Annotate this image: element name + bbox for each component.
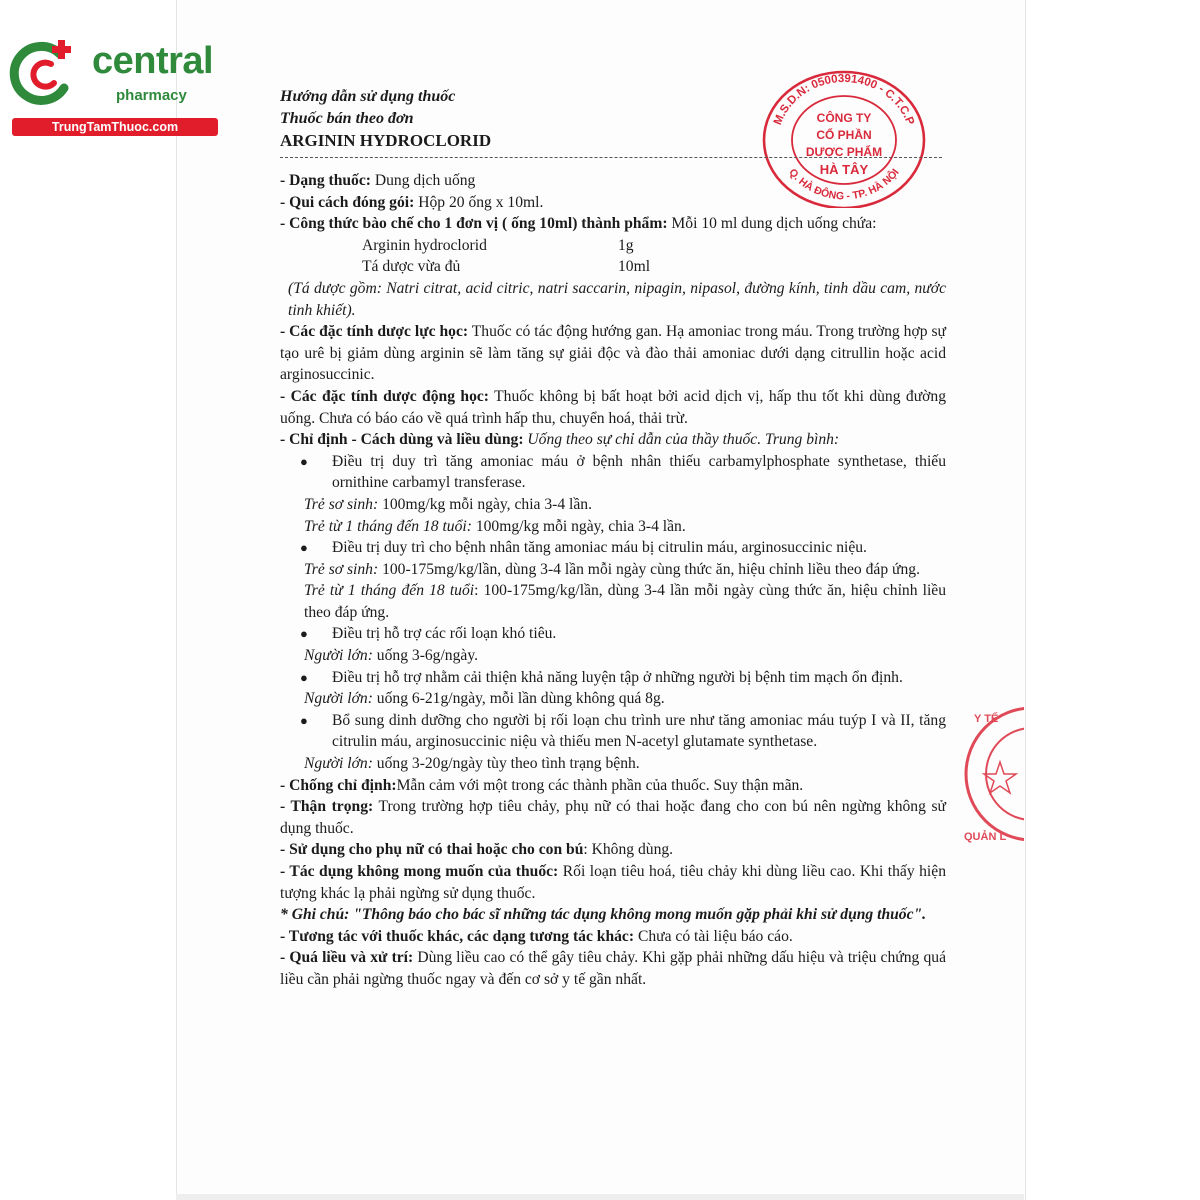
- svg-text:QUẢN L: QUẢN L: [964, 831, 1007, 843]
- dose-line: Người lớn: uống 3-6g/ngày.: [304, 647, 479, 665]
- dose-line: Người lớn: uống 6-21g/ngày, mỗi lần dùng không quá 8g.: [304, 690, 665, 708]
- section-pack: - Qui cách đóng gói: Hộp 20 ống x 10ml.: [280, 193, 544, 211]
- bullet-icon: ●: [300, 453, 308, 469]
- pharmacy-c-cross-icon: [8, 36, 80, 108]
- header-line-guide: Hướng dẫn sử dụng thuốc: [280, 88, 456, 105]
- bullet-icon: ●: [300, 540, 308, 556]
- section-interactions: - Tương tác với thuốc khác, các dạng tương tác khác: Chưa có tài liệu báo cáo.: [280, 927, 793, 945]
- svg-text:Y TẾ: Y TẾ: [974, 713, 999, 725]
- excipients-note: (Tá dược gồm: Natri citrat, acid citric, natri saccarin, nipagin, nipasol, đường kính, tinh dầu cam, nước tinh khiết).: [288, 279, 946, 319]
- indication-bullet: ● Điều trị duy trì tăng amoniac máu ở bệnh nhân thiếu carbamylphosphate synthetase, thiếu ornithine carbamyl transferase.: [280, 451, 946, 494]
- dose-line: Người lớn: uống 3-20g/ngày tùy theo tình trạng bệnh.: [304, 755, 640, 773]
- logo-name: central: [92, 40, 214, 82]
- drug-title: ARGININ HYDROCLORID: [280, 131, 492, 150]
- svg-text:Q. HÀ ĐÔNG - TP. HÀ NỘI: Q. HÀ ĐÔNG - TP. HÀ NỘI: [786, 166, 902, 203]
- section-pharmacodynamics: - Các đặc tính dược lực học: Thuốc có tác động hướng gan. Hạ amoniac trong máu. Trong trường hợp sự tạo urê bị giảm dùng arginin sẽ làm tăng sự giải độc và đào thải amoniac dưới dạng citrullin hoặc acid arginosuccinic.: [280, 323, 946, 384]
- svg-text:CÔNG TY: CÔNG TY: [816, 111, 872, 125]
- bullet-icon: ●: [300, 712, 308, 728]
- dose-line: Trẻ từ 1 tháng đến 18 tuổi: 100-175mg/kg/lần, dùng 3-4 lần mỗi ngày cùng thức ăn, hiệu chỉnh liều theo đáp ứng.: [304, 582, 947, 621]
- logo-website-bar: TrungTamThuoc.com: [12, 118, 218, 136]
- dose-line: Trẻ sơ sinh: 100mg/kg mỗi ngày, chia 3-4 lần.: [304, 495, 592, 513]
- svg-text:M.S.D.N: 0500391400 - C.T.C.P: M.S.D.N: 0500391400 - C.T.C.P: [771, 72, 917, 127]
- indication-bullet: ● Điều trị hỗ trợ các rối loạn khó tiêu.: [280, 623, 946, 645]
- indication-bullet: ● Điều trị hỗ trợ nhằm cải thiện khả năng luyện tập ở những người bị bệnh tim mạch ổn định.: [280, 667, 946, 689]
- indication-bullet: ● Điều trị duy trì cho bệnh nhân tăng amoniac máu bị citrulin máu, arginosuccinic niệu.: [280, 537, 946, 559]
- header-line-prescription: Thuốc bán theo đơn: [280, 110, 414, 127]
- section-pregnancy: - Sử dụng cho phụ nữ có thai hoặc cho con bú: Không dùng.: [280, 841, 674, 859]
- section-contraindications: - Chống chỉ định:Mẫn cảm với một trong các thành phần của thuốc. Suy thận mãn.: [280, 776, 804, 794]
- section-pharmacokinetics: - Các đặc tính dược động học: Thuốc không bị bất hoạt bởi acid dịch vị, hấp thu tốt khi dùng đường uống. Chưa có báo cáo về quá trình hấp thu, chuyển hoá, thải trừ.: [280, 387, 947, 427]
- section-precautions: - Thận trọng: Trong trường hợp tiêu chảy, phụ nữ có thai hoặc đang cho con bú nên ngừng không sử dụng thuốc.: [280, 798, 946, 837]
- indication-bullet: ● Bổ sung dinh dưỡng cho người bị rối loạn chu trình ure như tăng amoniac máu tuýp I và II, tăng citrulin máu, arginosuccinic niệu và thiếu men N-acetyl glutamate synthetase.: [280, 710, 946, 753]
- section-form: - Dạng thuốc: Dung dịch uống: [280, 172, 476, 189]
- bullet-icon: ●: [300, 626, 308, 642]
- section-overdose: - Quá liều và xử trí: Dùng liều cao có thể gây tiêu chảy. Khi gặp phải những dấu hiệu và triệu chứng quá liều cần phải ngừng thuốc ngay và đến cơ sở y tế gần nhất.: [280, 949, 946, 988]
- logo-subtitle: pharmacy: [116, 87, 187, 104]
- bullet-icon: ●: [300, 669, 308, 685]
- section-formula: - Công thức bào chế cho 1 đơn vị ( ống 10ml) thành phẩm: Mỗi 10 ml dung dịch uống chứa:: [280, 215, 877, 233]
- svg-text:CỔ PHẦN: CỔ PHẦN: [816, 128, 872, 142]
- section-note: * Ghi chú: "Thông báo cho bác sĩ những tác dụng không mong muốn gặp phải khi sử dụng thuốc".: [280, 906, 927, 924]
- section-adverse-effects: - Tác dụng không mong muốn của thuốc: Rối loạn tiêu hoá, tiêu chảy khi dùng liều cao. Khi thấy hiện tượng khác lạ phải ngừng sử dụng thuốc.: [280, 863, 946, 902]
- ministry-stamp: [960, 700, 1024, 848]
- central-pharmacy-logo: [8, 36, 218, 146]
- document-body: [280, 170, 946, 991]
- svg-text:DƯỢC PHẨM: DƯỢC PHẨM: [805, 145, 883, 159]
- svg-text:HÀ TÂY: HÀ TÂY: [819, 162, 869, 177]
- composition-table: [280, 235, 946, 278]
- composition-row: Arginin hydroclorid 1g: [362, 236, 634, 254]
- dose-line: Trẻ từ 1 tháng đến 18 tuổi: 100mg/kg mỗi ngày, chia 3-4 lần.: [304, 517, 686, 535]
- document-header: [280, 86, 760, 152]
- section-indications: - Chỉ định - Cách dùng và liều dùng: Uống theo sự chỉ dẫn của thầy thuốc. Trung bình:: [280, 431, 840, 449]
- composition-row: Tá dược vừa đủ 10ml: [362, 258, 651, 276]
- page-edge: [176, 1194, 1024, 1200]
- dose-line: Trẻ sơ sinh: 100-175mg/kg/lần, dùng 3-4 lần mỗi ngày cùng thức ăn, hiệu chỉnh liều theo đáp ứng.: [304, 560, 920, 578]
- header-divider: [280, 157, 942, 158]
